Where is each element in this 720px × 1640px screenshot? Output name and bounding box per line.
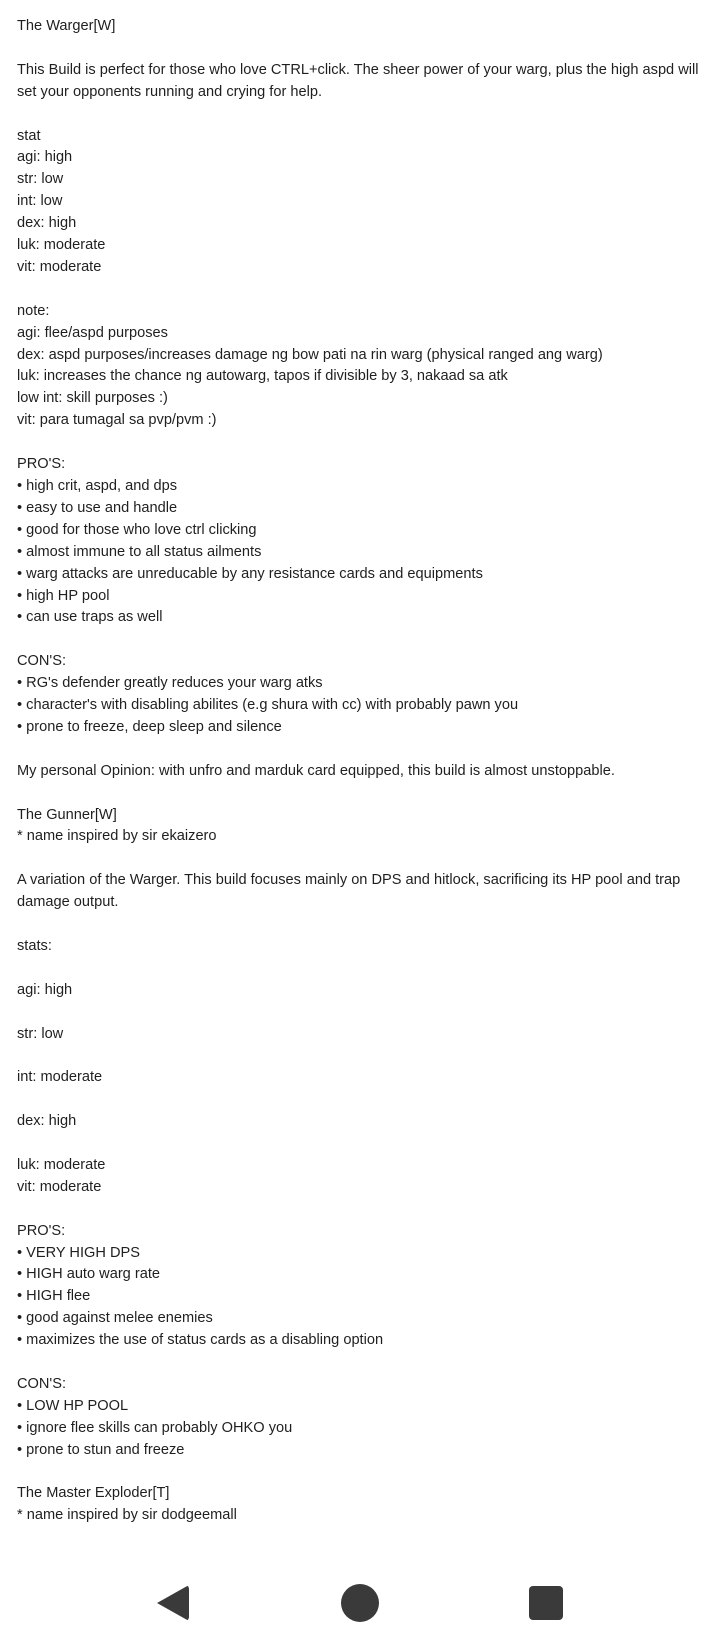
exploder-credit: * name inspired by sir dodgeemall	[17, 1507, 237, 1524]
spacer	[17, 38, 717, 60]
spacer	[17, 1133, 717, 1155]
gunner-pro-item: • good against melee enemies	[17, 1310, 213, 1327]
warger-pro-item: • good for those who love ctrl clicking	[17, 521, 257, 538]
triangle-back-icon	[157, 1585, 189, 1621]
square-recents-icon	[529, 1586, 563, 1620]
spacer	[17, 1352, 717, 1374]
gunner-pro-item: • HIGH flee	[17, 1288, 91, 1305]
warger-pro-item: • warg attacks are unreducable by any resistance cards and equipments	[17, 565, 483, 582]
spacer	[17, 914, 717, 936]
warger-stat: str: low	[17, 171, 64, 188]
system-navigation-bar	[0, 1562, 720, 1640]
warger-stat: dex: high	[17, 215, 77, 232]
warger-pro-item: • can use traps as well	[17, 609, 163, 626]
warger-pro-item: • high crit, aspd, and dps	[17, 477, 178, 494]
home-button[interactable]	[337, 1580, 383, 1626]
recents-button[interactable]	[523, 1580, 569, 1626]
spacer	[17, 783, 717, 805]
spacer	[17, 104, 717, 126]
spacer	[17, 739, 717, 761]
gunner-pro-item: • HIGH auto warg rate	[17, 1266, 160, 1283]
warger-note: low int: skill purposes :)	[17, 390, 168, 407]
spacer	[17, 279, 717, 301]
warger-con-item: • character's with disabling abilites (e.g shura with cc) with probably pawn you	[17, 697, 519, 714]
warger-pro-item: • almost immune to all status ailments	[17, 543, 262, 560]
spacer	[17, 432, 717, 454]
warger-note: luk: increases the chance ng autowarg, tapos if divisible by 3, nakaad sa atk	[17, 368, 508, 385]
gunner-stat: vit: moderate	[17, 1178, 102, 1195]
warger-stat: agi: high	[17, 149, 73, 166]
spacer	[17, 1089, 717, 1111]
spacer	[17, 629, 717, 651]
gunner-stat: int: moderate	[17, 1069, 103, 1086]
spacer	[17, 1002, 717, 1024]
gunner-title: The Gunner[W]	[17, 806, 117, 823]
spacer	[17, 1527, 717, 1549]
warger-con-item: • RG's defender greatly reduces your warg atks	[17, 675, 323, 692]
warger-stat: vit: moderate	[17, 258, 102, 275]
gunner-pros-heading: PRO'S:	[17, 1222, 66, 1239]
warger-stats-heading: stat	[17, 127, 41, 144]
warger-intro: This Build is perfect for those who love CTRL+click. The sheer power of your warg, plus the high aspd will set your opponents running and crying for help.	[17, 61, 699, 100]
gunner-intro: A variation of the Warger. This build focuses mainly on DPS and hitlock, sacrificing its HP pool and trap damage output.	[17, 872, 681, 911]
gunner-con-item: • LOW HP POOL	[17, 1397, 129, 1414]
warger-title: The Warger[W]	[17, 18, 116, 34]
spacer	[17, 1462, 717, 1484]
warger-stat: luk: moderate	[17, 237, 106, 254]
exploder-title: The Master Exploder[T]	[17, 1485, 170, 1502]
warger-stat: int: low	[17, 193, 63, 210]
gunner-cons-heading: CON'S:	[17, 1375, 67, 1392]
gunner-pro-item: • VERY HIGH DPS	[17, 1244, 140, 1261]
spacer	[17, 1045, 717, 1067]
gunner-stat: dex: high	[17, 1113, 77, 1130]
gunner-stats-heading: stats:	[17, 937, 52, 954]
gunner-con-item: • prone to stun and freeze	[17, 1441, 185, 1458]
warger-note-heading: note:	[17, 302, 50, 319]
warger-opinion: My personal Opinion: with unfro and marduk card equipped, this build is almost unstoppable.	[17, 762, 615, 779]
warger-pro-item: • easy to use and handle	[17, 499, 178, 516]
article-content	[17, 16, 717, 1562]
back-button[interactable]	[150, 1580, 196, 1626]
warger-con-item: • prone to freeze, deep sleep and silence	[17, 718, 282, 735]
circle-home-icon	[341, 1584, 379, 1622]
spacer	[17, 1199, 717, 1221]
spacer	[17, 848, 717, 870]
gunner-stat: str: low	[17, 1025, 64, 1042]
gunner-stat: agi: high	[17, 981, 73, 998]
warger-pros-heading: PRO'S:	[17, 456, 66, 473]
warger-note: dex: aspd purposes/increases damage ng bow pati na rin warg (physical ranged ang warg)	[17, 346, 603, 363]
warger-pro-item: • high HP pool	[17, 587, 110, 604]
spacer	[17, 958, 717, 980]
gunner-con-item: • ignore flee skills can probably OHKO you	[17, 1419, 293, 1436]
gunner-credit: * name inspired by sir ekaizero	[17, 828, 217, 845]
warger-note: agi: flee/aspd purposes	[17, 324, 168, 341]
warger-cons-heading: CON'S:	[17, 653, 67, 670]
gunner-stat: luk: moderate	[17, 1156, 106, 1173]
gunner-pro-item: • maximizes the use of status cards as a disabling option	[17, 1332, 384, 1349]
warger-note: vit: para tumagal sa pvp/pvm :)	[17, 412, 217, 429]
